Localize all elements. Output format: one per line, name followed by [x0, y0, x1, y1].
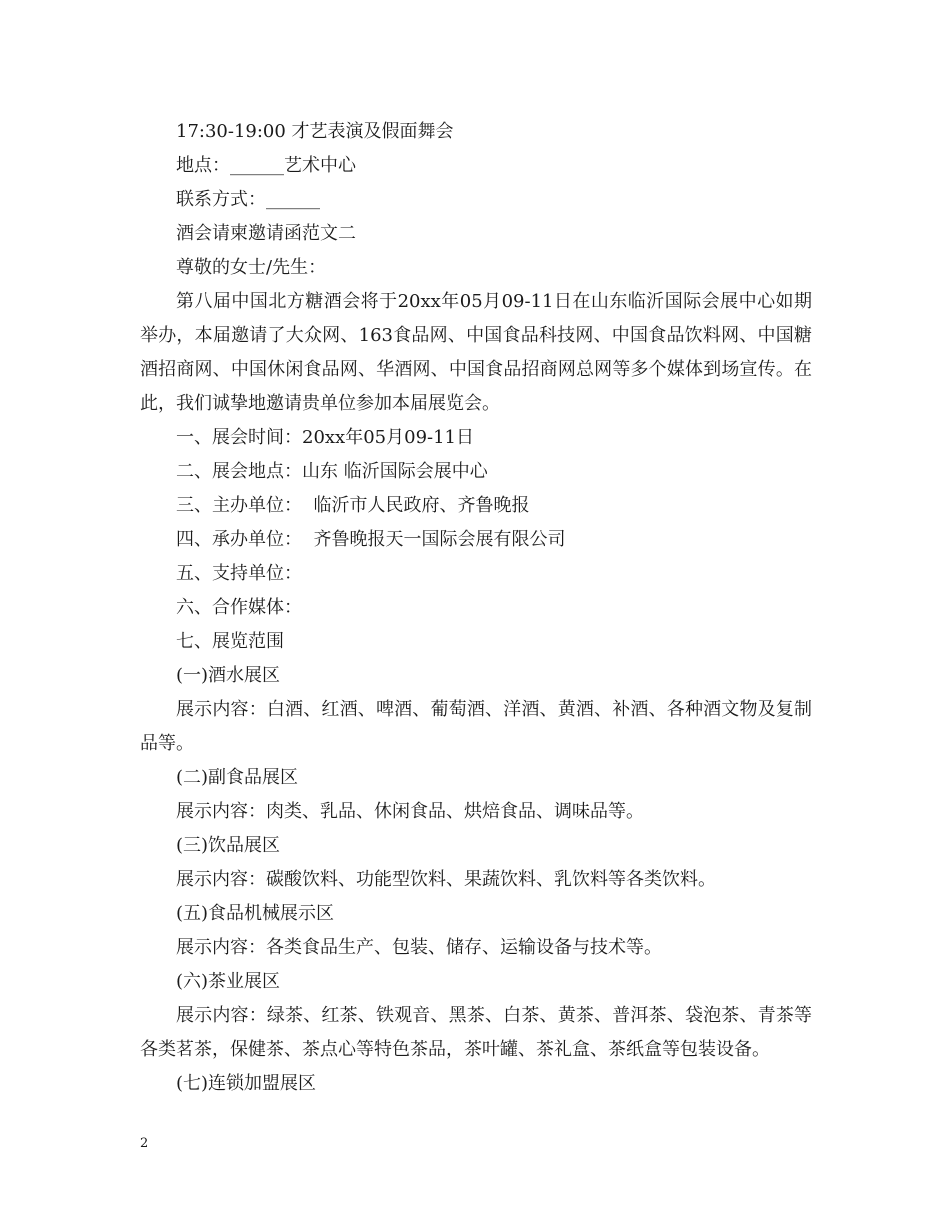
- paragraph-schedule-item: 17:30-19:00 才艺表演及假面舞会: [176, 121, 454, 142]
- subheading-tea-zone: (六)茶业展区: [176, 971, 281, 992]
- section-heading-sample-two: 酒会请柬邀请函范文二: [176, 223, 356, 244]
- paragraph-salutation: 尊敬的女士/先生：: [176, 257, 327, 278]
- paragraph-food-content: 展示内容：肉类、乳品、休闲食品、烘焙食品、调味品等。: [176, 801, 644, 822]
- subheading-beverage-zone: (三)饮品展区: [176, 835, 281, 856]
- page-number: 2: [140, 1136, 149, 1151]
- paragraph-exhibition-time: 一、展会时间：20xx年05月09-11日: [176, 427, 475, 448]
- paragraph-drinks-content: 展示内容：白酒、红酒、啤酒、葡萄酒、洋酒、黄酒、补酒、各种酒文物及复制品等。: [140, 699, 812, 754]
- document-body: [140, 115, 812, 1101]
- paragraph-supporter: 五、支持单位：: [176, 563, 302, 584]
- paragraph-contact: 联系方式：______: [176, 189, 320, 210]
- paragraph-organizer: 三、主办单位： 临沂市人民政府、齐鲁晚报: [176, 495, 530, 516]
- paragraph-venue: 地点：______艺术中心: [176, 155, 356, 176]
- subheading-franchise-zone: (七)连锁加盟展区: [176, 1073, 317, 1094]
- paragraph-media: 六、合作媒体：: [176, 597, 302, 618]
- paragraph-tea-content: 展示内容：绿茶、红茶、铁观音、黑茶、白茶、黄茶、普洱茶、袋泡茶、青茶等各类茗茶，保健茶、茶点心等特色茶品，茶叶罐、茶礼盒、茶纸盒等包装设备。: [140, 1005, 812, 1060]
- subheading-drinks-zone: (一)酒水展区: [176, 665, 281, 686]
- paragraph-beverage-content: 展示内容：碳酸饮料、功能型饮料、果蔬饮料、乳饮料等各类饮料。: [176, 869, 716, 890]
- paragraph-machinery-content: 展示内容：各类食品生产、包装、储存、运输设备与技术等。: [176, 937, 662, 958]
- paragraph-exhibition-scope: 七、展览范围: [176, 631, 284, 652]
- paragraph-exhibition-location: 二、展会地点：山东 临沂国际会展中心: [176, 461, 488, 482]
- paragraph-introduction: 第八届中国北方糖酒会将于20xx年05月09-11日在山东临沂国际会展中心如期举办，本届邀请了大众网、163食品网、中国食品科技网、中国食品饮料网、中国糖酒招商网、中国休闲食品网、华酒网、中国食品招商网总网等多个媒体到场宣传。在此，我们诚挚地邀请贵单位参加本届展览会。: [140, 291, 812, 414]
- paragraph-contractor: 四、承办单位： 齐鲁晚报天一国际会展有限公司: [176, 529, 566, 550]
- subheading-food-zone: (二)副食品展区: [176, 767, 299, 788]
- subheading-machinery-zone: (五)食品机械展示区: [176, 903, 335, 924]
